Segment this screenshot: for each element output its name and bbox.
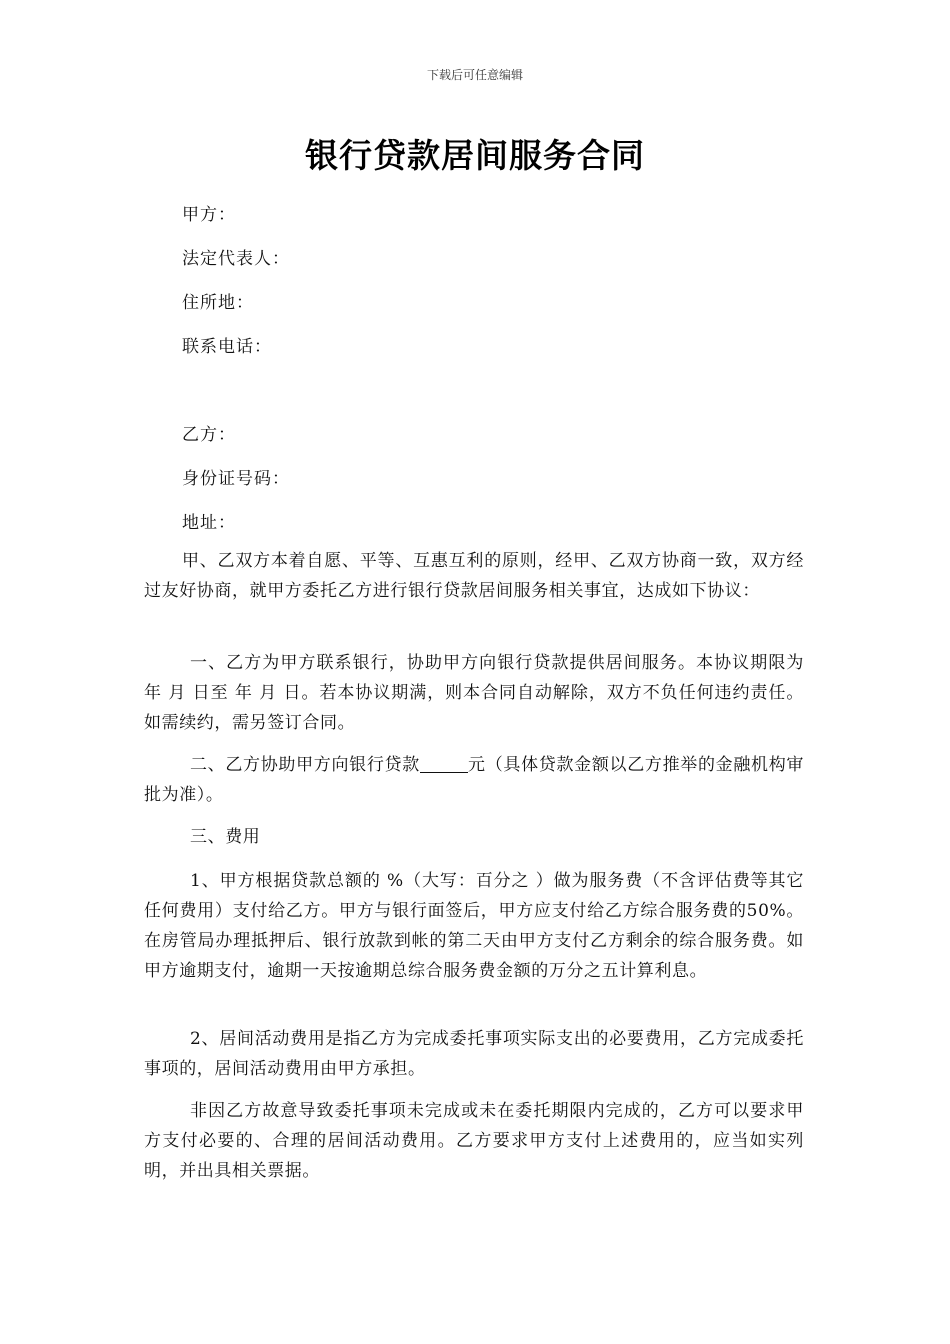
party-a-address-label: 住所地：: [182, 293, 254, 313]
clause-3-1-paragraph: 1、甲方根据贷款总额的 %（大写：百分之 ）做为服务费（不含评估费等其它任何费用）支付给乙方。甲方与银行面签后，甲方应支付给乙方综合服务费的50%。在房管局办理抵押后、银行放款到帐的第二天由甲方支付乙方剩余的综合服务费。如甲方逾期支付，逾期一天按逾期总综合服务费金额的万分之五计算利息。: [144, 871, 805, 981]
clause-3-heading: 三、费用: [190, 827, 261, 847]
header-note: 下载后可任意编辑: [426, 68, 523, 82]
clause-2-prefix: 二、乙方协助甲方向银行贷款: [190, 755, 420, 775]
clause-2-paragraph: [144, 750, 804, 810]
clause-3-3-paragraph: 非因乙方故意导致委托事项未完成或未在委托期限内完成的，乙方可以要求甲方支付必要的、合理的居间活动费用。乙方要求甲方支付上述费用的，应当如实列明，并出具相关票据。: [144, 1101, 804, 1181]
party-a-phone-label: 联系电话：: [182, 337, 272, 357]
party-b-id-label: 身份证号码：: [182, 469, 290, 489]
party-b-address-label: 地址：: [182, 513, 236, 533]
loan-amount-blank: [420, 754, 468, 773]
party-a-legal-rep-label: 法定代表人：: [182, 249, 290, 269]
document-title: 银行贷款居间服务合同: [305, 136, 645, 175]
intro-paragraph: 甲、乙双方本着自愿、平等、互惠互利的原则，经甲、乙双方协商一致，双方经过友好协商，就甲方委托乙方进行银行贷款居间服务相关事宜，达成如下协议：: [144, 551, 804, 601]
clause-3-2-paragraph: 2、居间活动费用是指乙方为完成委托事项实际支出的必要费用，乙方完成委托事项的，居间活动费用由甲方承担。: [144, 1029, 804, 1079]
party-a-label: 甲方：: [182, 205, 236, 225]
party-b-label: 乙方：: [182, 425, 236, 445]
clause-1-paragraph: 一、乙方为甲方联系银行，协助甲方向银行贷款提供居间服务。本协议期限为 年 月 日至 年 月 日。若本协议期满，则本合同自动解除，双方不负任何违约责任。如需续约，需另签订合同。: [144, 653, 804, 733]
clause-2-suffix: 元（具体贷款金额以乙方推举的金融机构审批为准）。: [144, 755, 804, 805]
